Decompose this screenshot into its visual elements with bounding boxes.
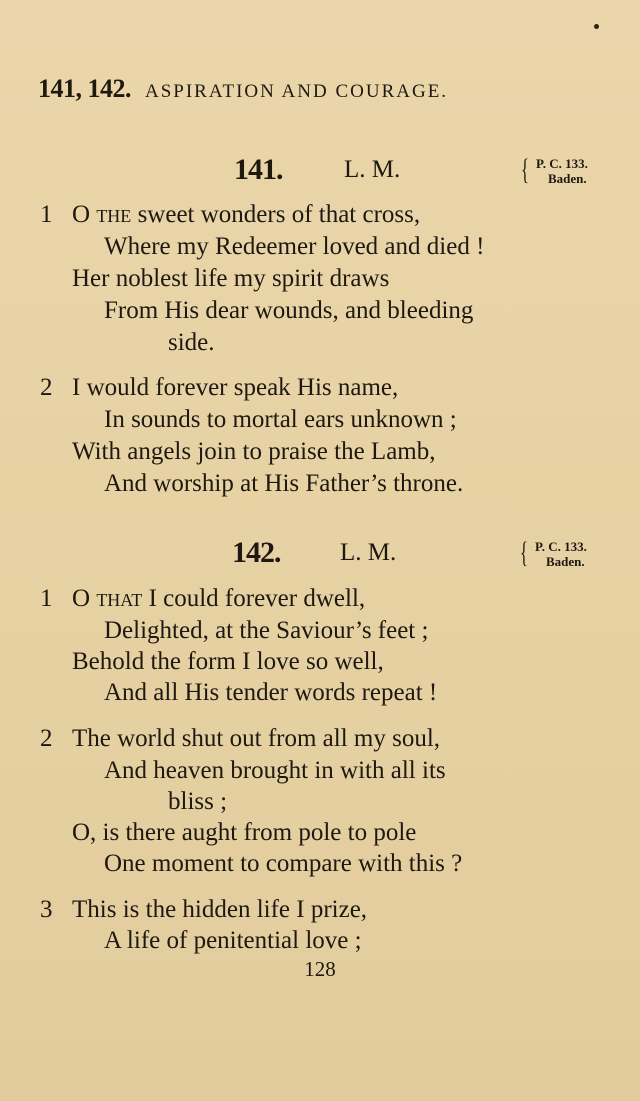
tune-ref-line2: Baden. xyxy=(546,554,585,569)
verse-line xyxy=(72,199,420,231)
hymn-meter: L. M. xyxy=(344,156,401,183)
verse-line: I would forever speak His name, xyxy=(72,374,399,401)
verse-number: 3 xyxy=(40,896,53,923)
verse-line: One moment to compare with this ? xyxy=(104,850,463,877)
verse-line-rest: I could forever dwell, xyxy=(142,585,366,612)
verse-line-rest: sweet wonders of that cross, xyxy=(131,201,421,228)
verse-line: The world shut out from all my soul, xyxy=(72,725,441,752)
verse-line: This is the hidden life I prize, xyxy=(72,896,368,923)
verse-line xyxy=(72,583,365,615)
verse-line: Delighted, at the Saviour’s feet ; xyxy=(104,617,429,644)
running-head-title: ASPIRATION AND COURAGE. xyxy=(145,81,449,102)
verse-line: With angels join to praise the Lamb, xyxy=(72,438,436,465)
verse-line-small-caps: the xyxy=(96,201,132,228)
verse-line-small-caps: that xyxy=(96,585,143,612)
verse-line: In sounds to mortal ears unknown ; xyxy=(104,406,457,433)
hymn-142-heading xyxy=(0,533,640,573)
page-number: 128 xyxy=(304,957,336,981)
hymn-meter: L. M. xyxy=(340,539,397,566)
verse-line: From His dear wounds, and bleeding xyxy=(104,297,474,324)
verse-line: And worship at His Father’s throne. xyxy=(104,470,464,497)
tune-brace: { xyxy=(520,536,528,569)
verse-line: Her noblest life my spirit draws xyxy=(72,265,390,292)
tune-ref-line1: P. C. 133. xyxy=(536,156,588,171)
verse-line: side. xyxy=(168,329,215,356)
verse-line: And all His tender words repeat ! xyxy=(104,679,438,706)
tune-ref-line1: P. C. 133. xyxy=(535,539,587,554)
verse-line: O, is there aught from pole to pole xyxy=(72,819,417,846)
verse-line: bliss ; xyxy=(168,788,228,815)
hymn-141-heading xyxy=(0,150,640,190)
tune-brace: { xyxy=(521,153,529,186)
hymn-number: 142. xyxy=(232,536,281,569)
running-head xyxy=(38,72,448,110)
tune-ref-line2: Baden. xyxy=(548,171,587,186)
verse-line-lead: O xyxy=(72,201,97,228)
ink-speck xyxy=(594,24,599,29)
verse-line: Where my Redeemer loved and died ! xyxy=(104,233,485,260)
verse-number: 2 xyxy=(40,725,53,752)
verse-line-lead: O xyxy=(72,585,97,612)
verse-line: Behold the form I love so well, xyxy=(72,648,384,675)
verse-line: And heaven brought in with all its xyxy=(104,757,446,784)
hymn-number: 141. xyxy=(234,153,283,186)
verse-number: 1 xyxy=(40,201,53,228)
verse-line: A life of penitential love ; xyxy=(104,927,362,954)
running-head-numbers: 141, 142. xyxy=(38,74,131,103)
verse-number: 2 xyxy=(40,374,53,401)
verse-number: 1 xyxy=(40,585,53,612)
